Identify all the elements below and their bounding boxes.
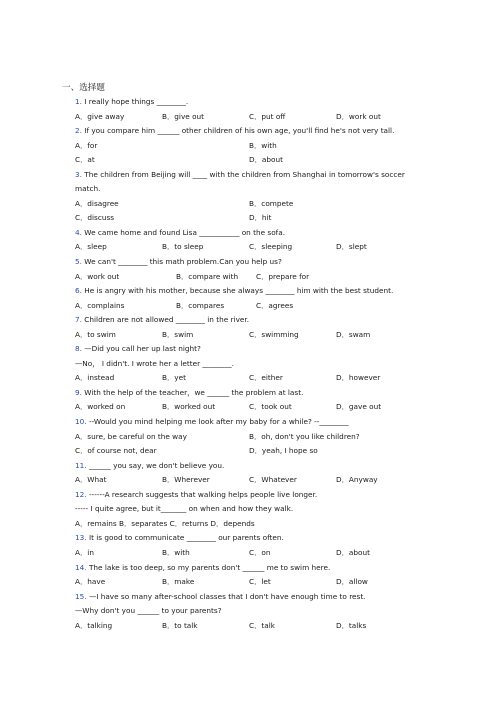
question-stem	[75, 284, 425, 299]
option: D．hit	[249, 213, 272, 223]
option: C．took out	[249, 402, 292, 412]
options-row	[75, 619, 425, 634]
options-row	[75, 473, 425, 488]
question-stem	[75, 590, 425, 605]
option: B．yet	[162, 373, 186, 383]
option: B．to talk	[162, 620, 198, 630]
question-text: --Would you mind helping me look after my baby for a while? --________	[88, 417, 349, 427]
question-stem-continued: —Why don't you ______ to your parents?	[75, 606, 222, 616]
question-stem	[75, 255, 425, 270]
question-text: ______ you say, we don't believe you.	[88, 460, 225, 470]
option: A．complains	[75, 300, 125, 310]
option: C．either	[249, 373, 283, 383]
section-title: 一、选择题	[62, 83, 105, 93]
question-stem	[75, 488, 425, 503]
option: B．with	[162, 547, 190, 557]
option: A．What	[75, 475, 107, 485]
question-number: 12.	[75, 489, 87, 499]
option: C．on	[249, 547, 271, 557]
options-row	[75, 299, 425, 314]
option: C．swimming	[249, 329, 299, 339]
option: D．gave out	[336, 402, 382, 412]
question-stem	[75, 561, 425, 576]
options-row	[75, 153, 425, 168]
option: B．compare with	[176, 271, 239, 281]
options-row	[75, 197, 425, 212]
question-number: 1.	[75, 97, 82, 106]
option: B．oh, don't you like children?	[249, 431, 360, 441]
option: D．slept	[336, 242, 367, 252]
option: A．disagree	[75, 198, 119, 208]
options-row	[75, 240, 425, 255]
option: A．talking	[75, 620, 113, 630]
question-text: With the help of the teacher，we ______ the problem at last.	[84, 387, 304, 397]
option: D．swam	[336, 329, 371, 339]
options-row	[75, 430, 425, 445]
option: B．give out	[162, 111, 205, 121]
question-number: 5.	[75, 257, 82, 267]
options-row	[75, 270, 425, 285]
question-text: We came home and found Lisa ___________ on the sofa.	[84, 227, 286, 237]
question-stem	[75, 124, 425, 139]
option: D．yeah, I hope so	[249, 446, 318, 456]
question-text: —I have so many after-school classes that I don't have enough time to rest.	[88, 591, 366, 601]
question-stem-continued: ----- I quite agree, but it_______ on when and how they walk.	[75, 504, 294, 514]
option: A．sure, be careful on the way	[75, 431, 187, 441]
question-number: 15.	[75, 591, 87, 601]
option: A．in	[75, 547, 94, 557]
options-row	[75, 211, 425, 226]
question-number: 10.	[75, 417, 87, 427]
options-row	[75, 139, 425, 154]
option: D．allow	[336, 577, 368, 587]
option: B．with	[249, 140, 277, 150]
options-row	[75, 110, 425, 125]
question-stem	[75, 531, 425, 546]
question-stem	[75, 95, 425, 110]
question-number: 6.	[75, 286, 82, 296]
option: C．agrees	[256, 300, 294, 310]
option: A．work out	[75, 271, 120, 281]
question-number: 3.	[75, 169, 82, 179]
options-row	[75, 371, 425, 386]
options-row	[75, 575, 425, 590]
question-number: 2.	[75, 126, 82, 136]
question-text: The lake is too deep, so my parents don't ______ me to swim here.	[88, 562, 331, 572]
option: A．have	[75, 577, 106, 587]
option: C．Whatever	[249, 475, 297, 485]
option: C．at	[75, 155, 95, 165]
question-text: Children are not allowed ________ in the river.	[84, 315, 250, 325]
question-number: 11.	[75, 460, 87, 470]
options-row	[75, 546, 425, 561]
options-row	[75, 328, 425, 343]
question-stem	[75, 386, 425, 401]
question-stem	[75, 415, 425, 430]
question-stem	[75, 226, 425, 241]
question-number: 4.	[75, 227, 82, 237]
option: C．prepare for	[256, 271, 310, 281]
question-list	[75, 95, 425, 633]
option: C．of course not, dear	[75, 446, 157, 456]
option: D．about	[249, 155, 283, 165]
question-stem-continued: —No， I didn't. I wrote her a letter ________.	[75, 358, 234, 368]
option: B．Wherever	[162, 475, 210, 485]
question-text: He is angry with his mother, because she always ________ him with the best student.	[84, 286, 394, 296]
option: C．talk	[249, 620, 275, 630]
question-text: We can't ________ this math problem.Can you help us?	[84, 257, 282, 267]
option: D．about	[336, 547, 370, 557]
question-text: It is good to communicate ________ our parents often.	[88, 533, 284, 543]
option: A．sleep	[75, 242, 107, 252]
option: B．to sleep	[162, 242, 204, 252]
question-text: I really hope things ________.	[84, 97, 189, 106]
question-stem	[75, 168, 425, 197]
question-text: The children from Beijing will ____ with the children from Shanghai in tomorrow's soccer match.	[75, 169, 405, 194]
question-text: If you compare him ______ other children of his own age, you'll find he's not very tall.	[84, 126, 395, 136]
question-text: ------A research suggests that walking helps people live longer.	[88, 489, 318, 499]
question-stem	[75, 342, 425, 357]
option: A．to swim	[75, 329, 116, 339]
question-number: 8.	[75, 344, 82, 354]
option: D．Anyway	[336, 475, 378, 485]
option: B．worked out	[162, 402, 216, 412]
option: C．discuss	[75, 213, 115, 223]
option: C．let	[249, 577, 271, 587]
question-number: 14.	[75, 562, 87, 572]
options-row	[75, 444, 425, 459]
option: A．worked on	[75, 402, 126, 412]
question-number: 9.	[75, 387, 82, 397]
question-stem	[75, 313, 425, 328]
options-row	[75, 400, 425, 415]
options-inline: A．remains B．separates C．returns D．depends	[75, 518, 255, 528]
option: B．compares	[176, 300, 225, 310]
option: A．instead	[75, 373, 115, 383]
question-number: 7.	[75, 315, 82, 325]
option: C．put off	[249, 111, 286, 121]
option: B．make	[162, 577, 195, 587]
option: C．sleeping	[249, 242, 293, 252]
option: A．for	[75, 140, 98, 150]
option: D．however	[336, 373, 381, 383]
option: D．talks	[336, 620, 367, 630]
question-stem	[75, 459, 425, 474]
question-text: —Did you call her up last night?	[84, 344, 201, 354]
question-number: 13.	[75, 533, 87, 543]
option: B．compete	[249, 198, 294, 208]
option: D．work out	[336, 111, 381, 121]
option: A．give away	[75, 111, 125, 121]
option: B．swim	[162, 329, 194, 339]
